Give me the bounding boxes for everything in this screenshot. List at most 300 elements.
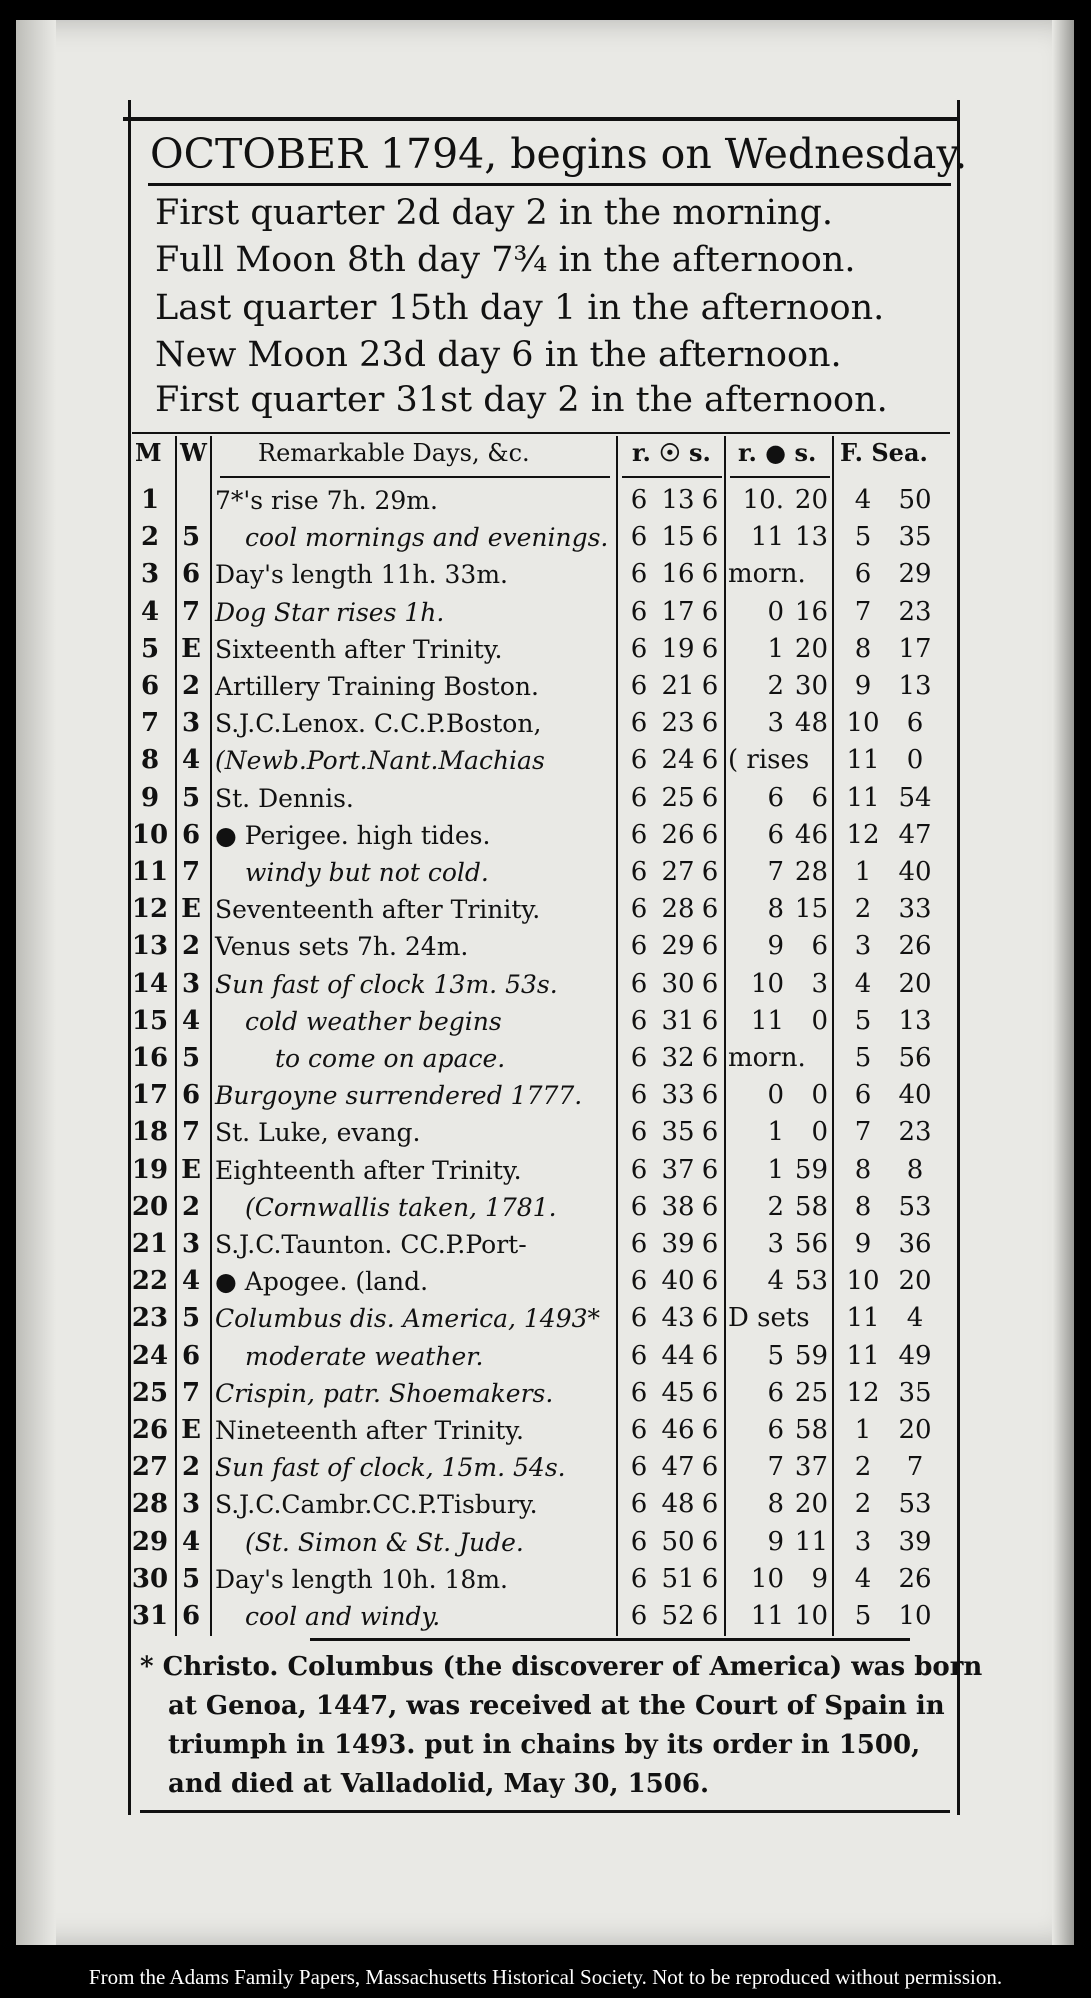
moon-hour: 8 — [767, 894, 784, 925]
moon-hour: 7 — [767, 857, 784, 887]
moon-minute: 56 — [794, 1229, 828, 1259]
moon-hour: 5 — [767, 1340, 784, 1371]
sea-minute: 23 — [898, 1117, 932, 1148]
moon-hour: 6 — [767, 1415, 784, 1445]
moon-hour: 2 — [767, 1191, 784, 1222]
sun-minute: 48 — [661, 1489, 695, 1520]
sun-minute: 50 — [661, 1526, 695, 1557]
sun-hour: 6 — [630, 1415, 648, 1445]
day-of-week: 4 — [181, 1266, 201, 1297]
day-of-month: 19 — [131, 1154, 169, 1185]
day-of-week: 6 — [181, 1080, 201, 1111]
day-of-week: 2 — [181, 931, 201, 962]
remark: cool mornings and evenings. — [245, 523, 609, 553]
remark: S.J.C.Cambr.CC.P.Tisbury. — [215, 1490, 538, 1520]
moon-minute: 58 — [794, 1191, 828, 1222]
sea-minute: 7 — [906, 1452, 924, 1483]
sun-set-hour: 6 — [701, 968, 719, 999]
sea-minute: 23 — [898, 596, 932, 627]
remark: Nineteenth after Trinity. — [215, 1416, 525, 1445]
sun-set-hour: 6 — [701, 1005, 719, 1036]
sun-hour: 6 — [630, 782, 648, 813]
table-row — [0, 556, 1091, 593]
sun-hour: 6 — [630, 1489, 648, 1520]
sea-hour: 6 — [854, 1080, 872, 1111]
day-of-month: 29 — [131, 1526, 169, 1557]
moon-phase-line: Full Moon 8th day 7¾ in the afternoon. — [155, 240, 856, 280]
moon-minute: 28 — [794, 857, 828, 887]
sea-hour: 4 — [854, 968, 872, 999]
moon-minute: 46 — [794, 819, 828, 850]
table-row — [0, 1152, 1091, 1189]
header-rule — [132, 432, 950, 434]
sea-minute: 40 — [898, 1080, 932, 1111]
sun-minute: 38 — [661, 1191, 695, 1222]
day-of-month: 17 — [131, 1080, 169, 1111]
remark: Venus sets 7h. 24m. — [215, 932, 469, 962]
sea-hour: 5 — [854, 1601, 872, 1631]
moon-minute: 0 — [811, 1117, 828, 1148]
moon-minute: 9 — [811, 1563, 828, 1594]
moon-hour: 3 — [767, 708, 784, 739]
table-row — [0, 1375, 1091, 1412]
sun-minute: 33 — [661, 1080, 695, 1111]
moon-minute: 30 — [794, 671, 828, 701]
day-of-month: 11 — [131, 857, 169, 887]
sun-minute: 31 — [661, 1005, 695, 1036]
day-of-week: 6 — [181, 1340, 201, 1371]
sea-hour: 8 — [854, 1154, 872, 1185]
sun-minute: 27 — [661, 857, 695, 887]
sea-hour: 2 — [854, 1489, 872, 1520]
sea-minute: 53 — [898, 1489, 932, 1520]
table-row — [0, 1486, 1091, 1523]
sun-set-hour: 6 — [701, 522, 719, 553]
moon-minute: 10 — [794, 1601, 828, 1631]
moon-minute: 13 — [794, 522, 828, 553]
sun-minute: 45 — [661, 1377, 695, 1408]
moon-minute — [788, 1300, 828, 1337]
sea-minute: 8 — [906, 1154, 924, 1185]
moon-phase-line: First quarter 31st day 2 in the afternoon. — [155, 380, 888, 420]
sun-hour: 6 — [630, 819, 648, 850]
sun-minute: 28 — [661, 894, 695, 925]
sun-minute: 51 — [661, 1563, 695, 1594]
sea-hour: 2 — [854, 894, 872, 925]
sun-set-hour: 6 — [701, 708, 719, 739]
column-header-moon: r. ● s. — [738, 438, 817, 467]
sun-hour: 6 — [630, 485, 648, 515]
day-of-week: 5 — [181, 1043, 201, 1073]
sun-hour: 6 — [630, 894, 648, 925]
sea-minute: 6 — [906, 708, 924, 739]
moon-hour: 0 — [767, 1080, 784, 1111]
remark: S.J.C.Lenox. C.C.P.Boston, — [215, 709, 542, 739]
table-row — [0, 1263, 1091, 1300]
day-of-month: 20 — [131, 1191, 169, 1222]
remark: Seventeenth after Trinity. — [215, 895, 541, 925]
sun-set-hour: 6 — [701, 1303, 719, 1334]
moon-hour: 10 — [750, 1563, 784, 1594]
remark: Sun fast of clock 13m. 53s. — [215, 969, 558, 999]
sun-minute: 32 — [661, 1043, 695, 1073]
sun-set-hour: 6 — [701, 1117, 719, 1148]
table-row — [0, 742, 1091, 779]
sun-hour: 6 — [630, 1452, 648, 1483]
sun-set-hour: 6 — [701, 745, 719, 776]
moon-minute — [788, 556, 828, 593]
moon-phase-line: New Moon 23d day 6 in the afternoon. — [155, 335, 842, 375]
moon-hour: 11 — [750, 522, 784, 553]
moon-hour: 6 — [767, 1377, 784, 1408]
day-of-week: 3 — [181, 1489, 201, 1520]
sun-hour: 6 — [630, 1043, 648, 1073]
moon-hour: 10. — [742, 485, 784, 515]
moon-hour: D sets — [728, 1303, 810, 1334]
sun-set-hour: 6 — [701, 1229, 719, 1259]
day-of-week: 6 — [181, 1601, 201, 1631]
day-of-month: 8 — [140, 745, 160, 776]
moon-hour: 7 — [767, 1452, 784, 1483]
table-row — [0, 1040, 1091, 1077]
sea-hour: 7 — [854, 1117, 872, 1148]
sun-minute: 16 — [661, 559, 695, 590]
sea-minute: 26 — [898, 1563, 932, 1594]
sea-minute: 20 — [898, 1415, 932, 1445]
column-header-w: W — [180, 438, 207, 467]
day-of-month: 21 — [131, 1229, 169, 1259]
day-of-week: E — [181, 894, 201, 925]
moon-minute — [788, 742, 828, 779]
sea-minute: 53 — [898, 1191, 932, 1222]
day-of-month: 2 — [140, 522, 160, 553]
sun-hour: 6 — [630, 1191, 648, 1222]
moon-hour: morn. — [728, 1043, 806, 1073]
day-of-week: 5 — [181, 782, 201, 813]
footnote-line: at Genoa, 1447, was received at the Court of Spain in — [168, 1691, 945, 1721]
sun-hour: 6 — [630, 1526, 648, 1557]
day-of-week: 4 — [181, 745, 201, 776]
moon-minute: 20 — [794, 633, 828, 664]
moon-hour: 6 — [767, 819, 784, 850]
sun-minute: 52 — [661, 1601, 695, 1631]
remark: S.J.C.Taunton. CC.P.Port- — [215, 1230, 527, 1259]
sea-hour: 6 — [854, 559, 872, 590]
day-of-month: 14 — [131, 968, 169, 999]
sun-hour: 6 — [630, 708, 648, 739]
table-row — [0, 1114, 1091, 1151]
table-row — [0, 1003, 1091, 1040]
sun-set-hour: 6 — [701, 1080, 719, 1111]
sea-minute: 29 — [898, 559, 932, 590]
moon-hour: 4 — [767, 1266, 784, 1297]
sun-minute: 30 — [661, 968, 695, 999]
day-of-week: E — [181, 1415, 201, 1445]
day-of-week: 3 — [181, 968, 201, 999]
sun-hour: 6 — [630, 1266, 648, 1297]
footnote-rule — [310, 1638, 910, 1641]
moon-hour: 11 — [750, 1005, 784, 1036]
sun-minute: 24 — [661, 745, 695, 776]
moon-minute: 11 — [794, 1526, 828, 1557]
sun-set-hour: 6 — [701, 1191, 719, 1222]
day-of-week: E — [181, 633, 201, 664]
sun-set-hour: 6 — [701, 894, 719, 925]
day-of-month: 3 — [140, 559, 160, 590]
day-of-month: 5 — [140, 633, 160, 664]
sea-hour: 3 — [854, 931, 872, 962]
remark: moderate weather. — [245, 1341, 484, 1371]
table-row — [0, 1524, 1091, 1561]
table-row — [0, 1189, 1091, 1226]
sea-hour: 8 — [854, 1191, 872, 1222]
sea-minute: 39 — [898, 1526, 932, 1557]
sun-minute: 37 — [661, 1154, 695, 1185]
columbus-footnote — [140, 1648, 983, 1813]
moon-minute: 53 — [794, 1266, 828, 1297]
moon-minute: 59 — [794, 1154, 828, 1185]
day-of-month: 27 — [131, 1452, 169, 1483]
sea-minute: 47 — [898, 819, 932, 850]
moon-hour: 6 — [767, 782, 784, 813]
sea-hour: 7 — [854, 596, 872, 627]
day-of-week: 7 — [181, 857, 201, 887]
day-of-month: 24 — [131, 1340, 169, 1371]
table-row — [0, 1449, 1091, 1486]
sea-hour: 12 — [846, 1377, 880, 1408]
sea-hour: 4 — [854, 1563, 872, 1594]
moon-minute: 6 — [811, 782, 828, 813]
day-of-month: 31 — [131, 1601, 169, 1631]
day-of-month: 26 — [131, 1415, 169, 1445]
remark: Day's length 10h. 18m. — [215, 1564, 508, 1594]
day-of-week: 4 — [181, 1005, 201, 1036]
sun-set-hour: 6 — [701, 931, 719, 962]
sun-hour: 6 — [630, 671, 648, 701]
sun-minute: 39 — [661, 1229, 695, 1259]
sun-hour: 6 — [630, 1377, 648, 1408]
sea-hour: 2 — [854, 1452, 872, 1483]
day-of-week: 5 — [181, 1303, 201, 1334]
table-row — [0, 1077, 1091, 1114]
remark: Day's length 11h. 33m. — [215, 560, 508, 590]
moon-minute: 37 — [794, 1452, 828, 1483]
title-rule — [148, 183, 951, 186]
sea-minute: 13 — [898, 671, 932, 701]
remark: St. Dennis. — [215, 783, 354, 813]
remark: Eighteenth after Trinity. — [215, 1155, 522, 1185]
day-of-month: 16 — [131, 1043, 169, 1073]
remark: Sixteenth after Trinity. — [215, 634, 503, 664]
sun-set-hour: 6 — [701, 819, 719, 850]
sea-hour: 12 — [846, 819, 880, 850]
sun-set-hour: 6 — [701, 1526, 719, 1557]
day-of-week — [180, 482, 202, 519]
sun-minute: 25 — [661, 782, 695, 813]
table-row — [0, 482, 1091, 519]
sun-set-hour: 6 — [701, 596, 719, 627]
remark: Sun fast of clock, 15m. 54s. — [215, 1453, 566, 1483]
sun-set-hour: 6 — [701, 485, 719, 515]
remark: (Newb.Port.Nant.Machias — [215, 746, 545, 776]
day-of-week: 7 — [181, 1117, 201, 1148]
sun-minute: 19 — [661, 633, 695, 664]
table-row — [0, 891, 1091, 928]
sea-minute: 56 — [898, 1043, 932, 1073]
sun-minute: 26 — [661, 819, 695, 850]
sun-set-hour: 6 — [701, 1377, 719, 1408]
sea-hour: 4 — [854, 485, 872, 515]
sun-minute: 35 — [661, 1117, 695, 1148]
moon-minute: 59 — [794, 1340, 828, 1371]
day-of-month: 25 — [131, 1377, 169, 1408]
table-row — [0, 519, 1091, 556]
moon-minute: 16 — [794, 596, 828, 627]
sun-minute: 43 — [661, 1303, 695, 1334]
moon-minute: 0 — [811, 1080, 828, 1111]
sea-hour: 1 — [854, 1415, 872, 1445]
day-of-week: 7 — [181, 596, 201, 627]
sea-minute: 20 — [898, 968, 932, 999]
sun-set-hour: 6 — [701, 1601, 719, 1631]
sun-set-hour: 6 — [701, 782, 719, 813]
column-header-sea: F. Sea. — [840, 438, 928, 467]
footnote-line: triumph in 1493. put in chains by its order in 1500, — [168, 1730, 921, 1760]
sun-hour: 6 — [630, 745, 648, 776]
bottom-rule — [140, 1810, 950, 1813]
sun-hour: 6 — [630, 559, 648, 590]
remark: cold weather begins — [245, 1006, 502, 1036]
day-of-month: 18 — [131, 1117, 169, 1148]
sea-minute: 20 — [898, 1266, 932, 1297]
sun-minute: 44 — [661, 1340, 695, 1371]
sun-set-hour: 6 — [701, 671, 719, 701]
sea-hour: 10 — [846, 708, 880, 739]
sun-hour: 6 — [630, 931, 648, 962]
sea-hour: 11 — [846, 745, 880, 776]
sea-minute: 33 — [898, 894, 932, 925]
table-row — [0, 1598, 1091, 1635]
day-of-week: 5 — [181, 1563, 201, 1594]
top-rule — [123, 117, 958, 121]
header-underline — [220, 476, 610, 478]
sea-hour: 11 — [846, 1303, 880, 1334]
moon-hour: 1 — [767, 1154, 784, 1185]
sun-minute: 17 — [661, 596, 695, 627]
table-row — [0, 594, 1091, 631]
day-of-week: 2 — [181, 1452, 201, 1483]
day-of-week: 6 — [181, 559, 201, 590]
sun-minute: 15 — [661, 522, 695, 553]
sun-set-hour: 6 — [701, 1489, 719, 1520]
table-row — [0, 817, 1091, 854]
day-of-month: 6 — [140, 671, 160, 701]
sun-minute: 40 — [661, 1266, 695, 1297]
column-header-sun: r. ☉ s. — [632, 438, 711, 467]
moon-hour: 10 — [750, 968, 784, 999]
footnote-line: * Christo. Columbus (the discoverer of America) was born — [140, 1652, 983, 1682]
moon-minute: 58 — [794, 1415, 828, 1445]
table-row — [0, 705, 1091, 742]
moon-minute: 6 — [811, 931, 828, 962]
sea-minute: 49 — [898, 1340, 932, 1371]
sea-minute: 54 — [898, 782, 932, 813]
remark: (St. Simon & St. Jude. — [245, 1527, 524, 1557]
moon-hour: 2 — [767, 671, 784, 701]
moon-minute: 20 — [794, 1489, 828, 1520]
day-of-month: 23 — [131, 1303, 169, 1334]
day-of-week: 2 — [181, 1191, 201, 1222]
day-of-week: 3 — [181, 1229, 201, 1259]
sea-minute: 26 — [898, 931, 932, 962]
credit-line: From the Adams Family Papers, Massachusetts Historical Society. Not to be reproduced without permission. — [88, 1965, 1003, 1989]
sun-set-hour: 6 — [701, 1563, 719, 1594]
sun-hour: 6 — [630, 1117, 648, 1148]
sun-hour: 6 — [630, 1005, 648, 1036]
moon-minute: 3 — [811, 968, 828, 999]
day-of-month: 7 — [140, 708, 160, 739]
table-row — [0, 854, 1091, 891]
moon-hour: 9 — [767, 1526, 784, 1557]
sun-minute: 47 — [661, 1452, 695, 1483]
sea-minute: 35 — [898, 1377, 932, 1408]
table-row — [0, 1338, 1091, 1375]
table-row — [0, 1300, 1091, 1337]
sun-hour: 6 — [630, 857, 648, 887]
sea-minute: 50 — [898, 485, 932, 515]
sea-hour: 5 — [854, 1005, 872, 1036]
day-of-week: 3 — [181, 708, 201, 739]
sun-minute: 29 — [661, 931, 695, 962]
sun-set-hour: 6 — [701, 1415, 719, 1445]
sun-set-hour: 6 — [701, 559, 719, 590]
sea-hour: 9 — [854, 671, 872, 701]
column-header-remarkable: Remarkable Days, &c. — [258, 439, 530, 467]
moon-hour: 9 — [767, 931, 784, 962]
day-of-week: 7 — [181, 1377, 201, 1408]
remark: to come on apace. — [275, 1044, 506, 1073]
sun-minute: 13 — [661, 485, 695, 515]
moon-phase-line: Last quarter 15th day 1 in the afternoon. — [155, 288, 885, 328]
sun-minute: 23 — [661, 708, 695, 739]
moon-minute: 20 — [794, 485, 828, 515]
remark: windy but not cold. — [245, 858, 489, 887]
sun-set-hour: 6 — [701, 1154, 719, 1185]
moon-hour: ( rises — [728, 745, 810, 776]
remark: ● Apogee. (land. — [215, 1267, 429, 1297]
remark: St. Luke, evang. — [215, 1118, 421, 1148]
sun-set-hour: 6 — [701, 1043, 719, 1073]
sun-hour: 6 — [630, 1601, 648, 1631]
moon-phase-line: First quarter 2d day 2 in the morning. — [155, 193, 834, 233]
remark: cool and windy. — [245, 1602, 441, 1631]
sea-minute: 0 — [906, 745, 924, 776]
sun-minute: 46 — [661, 1415, 695, 1445]
sea-hour: 1 — [854, 857, 872, 887]
day-of-month: 1 — [140, 485, 160, 515]
moon-hour: 0 — [767, 596, 784, 627]
table-row — [0, 631, 1091, 668]
sun-minute: 21 — [661, 671, 695, 701]
day-of-month: 12 — [131, 894, 169, 925]
sun-set-hour: 6 — [701, 1452, 719, 1483]
sea-minute: 17 — [898, 633, 932, 664]
table-row — [0, 1561, 1091, 1598]
day-of-month: 15 — [131, 1005, 169, 1036]
remark: 7*'s rise 7h. 29m. — [215, 486, 438, 515]
sun-set-hour: 6 — [701, 1266, 719, 1297]
table-row — [0, 668, 1091, 705]
